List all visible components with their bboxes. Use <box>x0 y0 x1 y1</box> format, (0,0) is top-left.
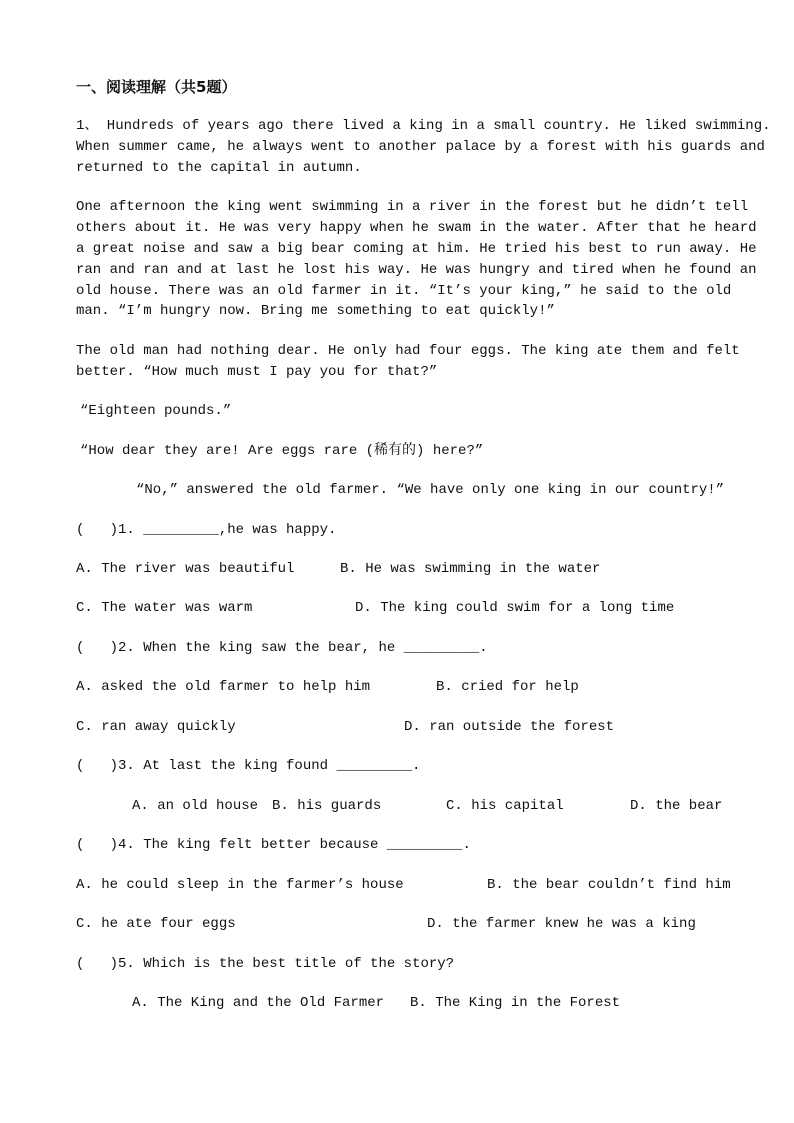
dialogue-line: “Eighteen pounds.” <box>80 403 232 419</box>
option: A. The river was beautiful <box>76 561 295 577</box>
question-stem: ( )1. _________,he was happy. <box>76 522 337 538</box>
passage-line: better. “How much must I pay you for that?” <box>76 364 438 380</box>
option: B. the bear couldn’t find him <box>487 877 731 893</box>
dialogue-line: “How dear they are! Are eggs rare (稀有的) here?” <box>80 443 484 459</box>
option: B. He was swimming in the water <box>340 561 601 577</box>
option: C. ran away quickly <box>76 719 236 735</box>
option: D. the farmer knew he was a king <box>427 916 696 932</box>
option: C. his capital <box>446 798 564 814</box>
option: B. The King in the Forest <box>410 995 621 1011</box>
passage-line: returned to the capital in autumn. <box>76 160 362 176</box>
option: B. his guards <box>272 798 382 814</box>
question-stem: ( )4. The king felt better because _________. <box>76 837 471 853</box>
passage-line: When summer came, he always went to another palace by a forest with his guards and <box>76 139 765 155</box>
passage-line: old house. There was an old farmer in it. “It’s your king,” he said to the old <box>76 283 732 299</box>
passage-line: 1、 Hundreds of years ago there lived a king in a small country. He liked swimming. <box>76 118 771 134</box>
passage-line: a great noise and saw a big bear coming at him. He tried his best to run away. He <box>76 241 757 257</box>
passage-line: man. “I’m hungry now. Bring me something to eat quickly!” <box>76 303 555 319</box>
passage-line: ran and ran and at last he lost his way. He was hungry and tired when he found an <box>76 262 757 278</box>
option: A. asked the old farmer to help him <box>76 679 371 695</box>
passage-line: One afternoon the king went swimming in a river in the forest but he didn’t tell <box>76 199 749 215</box>
passage-line: The old man had nothing dear. He only had four eggs. The king ate them and felt <box>76 343 740 359</box>
option: C. The water was warm <box>76 600 253 616</box>
option: D. the bear <box>630 798 723 814</box>
option: D. ran outside the forest <box>404 719 615 735</box>
option: A. The King and the Old Farmer <box>132 995 385 1011</box>
dialogue-line: “No,” answered the old farmer. “We have only one king in our country!” <box>136 482 725 498</box>
question-stem: ( )5. Which is the best title of the story? <box>76 956 455 972</box>
option: A. an old house <box>132 798 259 814</box>
option: C. he ate four eggs <box>76 916 236 932</box>
question-stem: ( )2. When the king saw the bear, he _________. <box>76 640 488 656</box>
passage-line: others about it. He was very happy when he swam in the water. After that he heard <box>76 220 757 236</box>
option: A. he could sleep in the farmer’s house <box>76 877 404 893</box>
option: D. The king could swim for a long time <box>355 600 675 616</box>
option: B. cried for help <box>436 679 579 695</box>
section-title: 一、阅读理解（共5题） <box>76 78 237 96</box>
question-stem: ( )3. At last the king found _________. <box>76 758 421 774</box>
